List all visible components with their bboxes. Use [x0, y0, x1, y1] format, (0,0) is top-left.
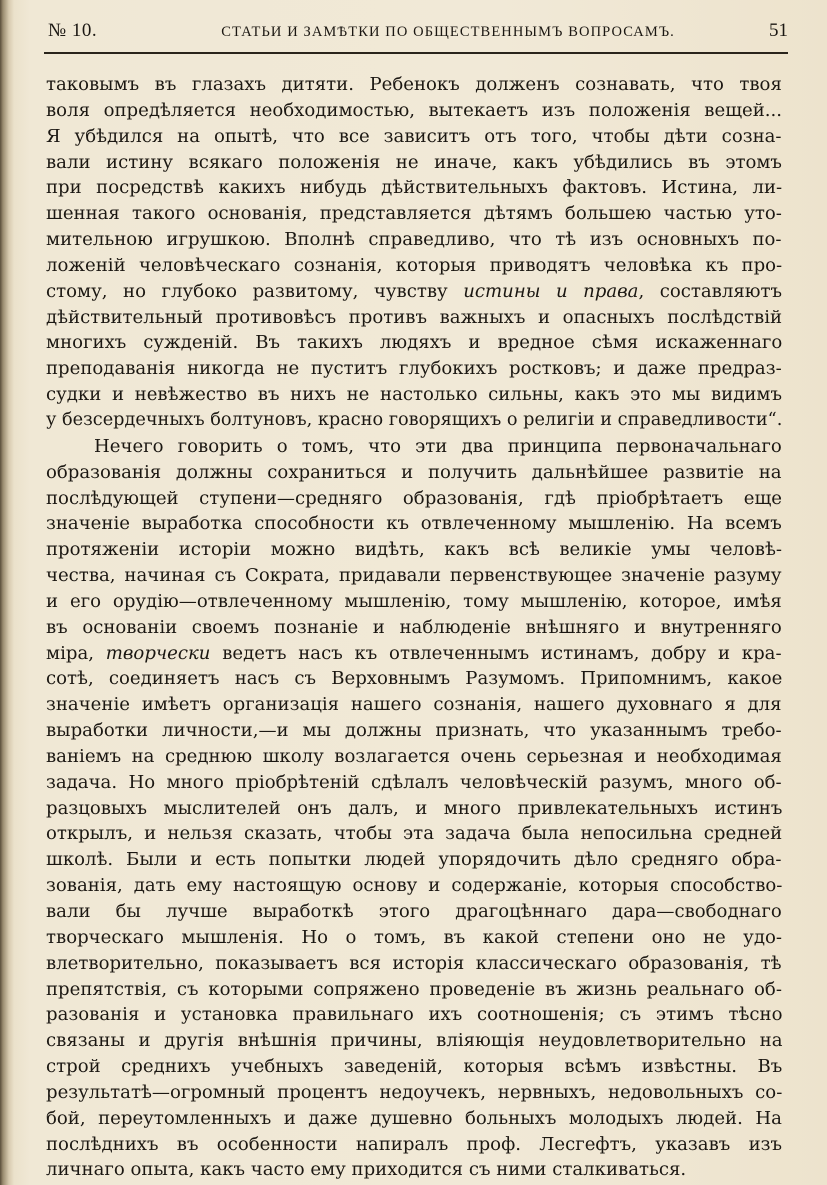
- text-line: личнаго опыта, какъ часто ему приходится съ ними сталкиваться.: [46, 1159, 687, 1181]
- page-number: 51: [769, 20, 788, 41]
- text-line: вали бы лучше выработкѣ этого драгоцѣннаго дара—свободнаго: [46, 901, 782, 922]
- text-line: строй среднихъ учебныхъ заведеній, которыя всѣмъ извѣстны. Въ: [46, 1056, 783, 1078]
- text-line: значеніе выработка способности къ отвлеченному мышленію. На всемъ: [46, 513, 782, 535]
- text-line: въ основаніи своемъ познаніе и наблюденіе внѣшняго и внутренняго: [46, 616, 782, 638]
- text-segment: , составляютъ: [638, 280, 783, 302]
- text-line: таковымъ въ глазахъ дитяти. Ребенокъ долженъ сознавать, что твоя: [46, 74, 782, 95]
- text-line: ложеній человѣческаго сознанія, которыя приводятъ человѣка къ про-: [46, 254, 783, 276]
- text-segment: міра,: [46, 642, 106, 664]
- text-line: Нечего говорить о томъ, что эти два принципа первоначальнаго: [94, 435, 782, 457]
- text-line: и его орудію—отвлеченному мышленію, тому мышленію, которое, имѣя: [46, 590, 782, 612]
- text-line: шенная такого основанія, представляется дѣтямъ большею частью уто-: [46, 203, 782, 225]
- text-line: [46, 641, 782, 667]
- text-line: сотѣ, соединяетъ насъ съ Верховнымъ Разумомъ. Припомнимъ, какое: [46, 668, 783, 690]
- text-line: образованія должны сохраниться и получить дальнѣйшее развитіе на: [46, 461, 782, 483]
- text-line: связаны и другія внѣшнія причины, вліяющія неудовлетворительно на: [46, 1030, 783, 1052]
- text-segment: стому, но глубоко развитому, чувству: [46, 280, 464, 302]
- text-segment: ведетъ насъ къ отвлеченнымъ истинамъ, добру и кра-: [210, 642, 782, 664]
- text-line: ваніемъ на среднюю школу возлагается очень серьезная и необходимая: [46, 745, 782, 767]
- text-line: чества, начиная съ Сократа, придавали первенствующее значеніе разуму: [46, 565, 782, 587]
- text-line: преподаванія никогда не пуститъ глубокихъ ростковъ; и даже предраз-: [46, 358, 782, 380]
- issue-number: № 10.: [48, 20, 98, 41]
- text-line: зованія, дать ему настоящую основу и содержаніе, которыя способство-: [46, 875, 783, 897]
- text-line: послѣднихъ въ особенности напиралъ проф. Лесгефтъ, указавъ изъ: [46, 1133, 783, 1155]
- text-line: влетворительно, показываетъ вся исторія классическаго образованія, тѣ: [46, 952, 782, 974]
- text-line: [46, 279, 782, 305]
- text-line: выработки личности,—и мы должны признать, что указаннымъ требо-: [46, 720, 782, 742]
- text-line: Я убѣдился на опытѣ, что все зависитъ отъ того, чтобы дѣти созна-: [46, 125, 782, 147]
- text-line: мительною игрушкою. Вполнѣ справедливо, что тѣ изъ основныхъ по-: [46, 229, 782, 251]
- text-line: многихъ сужденій. Въ такихъ людяхъ и вредное сѣмя искаженнаго: [46, 332, 783, 354]
- text-line: вали истину всякаго положенія не иначе, какъ убѣдились въ этомъ: [46, 151, 782, 173]
- text-line: послѣдующей ступени—средняго образованія, гдѣ пріобрѣтаетъ еще: [46, 487, 782, 509]
- text-line: разцовыхъ мыслителей онъ далъ, и много привлекательныхъ истинъ: [46, 797, 783, 819]
- text-line: значеніе имѣетъ организація нашего сознанія, нашего духовнаго я для: [46, 694, 782, 716]
- text-line: школѣ. Были и есть попытки людей упорядочить дѣло средняго обра-: [46, 849, 782, 871]
- header-rule: [44, 52, 788, 54]
- text-line: творческаго мышленія. Но о томъ, въ какой степени оно не удо-: [46, 926, 782, 948]
- text-line: результатѣ—огромный процентъ недоучекъ, нервныхъ, недовольныхъ со-: [46, 1081, 783, 1103]
- text-line: бой, переутомленныхъ и даже душевно больныхъ молодыхъ людей. На: [46, 1107, 782, 1129]
- running-header: [48, 20, 788, 46]
- text-line: задача. Но много пріобрѣтеній сдѣлалъ человѣческій разумъ, много об-: [46, 771, 782, 793]
- text-line: открылъ, и нельзя сказать, чтобы эта задача была непосильна средней: [46, 823, 783, 845]
- article-body: [46, 72, 782, 1183]
- text-line: воля опредѣляется необходимостью, вытекаетъ изъ положенія вещей...: [46, 99, 783, 121]
- text-line: судки и невѣжество въ нихъ не настолько сильны, какъ это мы видимъ: [46, 384, 782, 406]
- text-line: разованія и установка правильнаго ихъ соотношенія; съ этимъ тѣсно: [46, 1004, 783, 1026]
- text-line: протяженіи исторіи можно видѣть, какъ всѣ великіе умы человѣ-: [46, 539, 783, 561]
- italic-emphasis: истины и права: [463, 280, 639, 302]
- text-line: при посредствѣ какихъ нибудь дѣйствительныхъ фактовъ. Истина, ли-: [46, 177, 783, 199]
- text-line: у безсердечныхъ болтуновъ, красно говорящихъ о религіи и справедливости“.: [46, 409, 783, 430]
- book-spine-shadow: [0, 0, 14, 1185]
- italic-emphasis: творчески: [105, 642, 211, 664]
- text-line: препятствія, съ которыми сопряжено проведеніе въ жизнь реальнаго об-: [46, 978, 782, 1000]
- running-title: СТАТЬИ И ЗАМѢТКИ ПО ОБЩЕСТВЕННЫМЪ ВОПРОСАМЪ.: [221, 24, 675, 40]
- text-line: дѣйствительный противовѣсъ противъ важныхъ и опасныхъ послѣдствій: [46, 306, 783, 328]
